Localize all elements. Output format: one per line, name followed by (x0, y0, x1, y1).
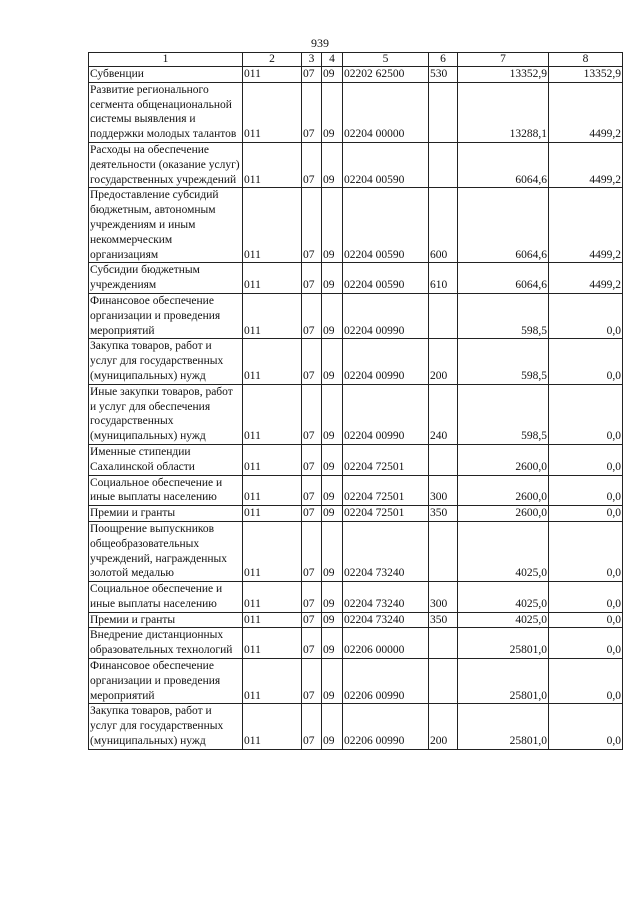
ministry-code-cell: 011 (243, 475, 302, 506)
table-row (89, 82, 623, 142)
target-code-cell: 02206 00990 (343, 659, 429, 704)
amount-cell: 13352,9 (458, 67, 549, 83)
amount-cell: 25801,0 (458, 659, 549, 704)
table-row (89, 521, 623, 581)
target-code-cell: 02204 00590 (343, 188, 429, 263)
ministry-code-cell: 011 (243, 521, 302, 581)
subsection-code-cell: 09 (322, 188, 343, 263)
section-code-cell: 07 (302, 263, 322, 294)
table-row (89, 628, 623, 659)
subsection-code-cell: 09 (322, 659, 343, 704)
page-number: 939 (311, 36, 329, 50)
amount-cell: 2600,0 (458, 444, 549, 475)
target-code-cell: 02204 73240 (343, 521, 429, 581)
target-code-cell: 02204 73240 (343, 582, 429, 613)
item-name-cell: Расходы на обеспечение деятельности (оказание услуг) государственных учреждений (89, 142, 243, 187)
subsection-code-cell: 09 (322, 612, 343, 628)
amount-cell: 4025,0 (458, 521, 549, 581)
section-code-cell: 07 (302, 339, 322, 384)
expense-type-cell (429, 659, 458, 704)
target-code-cell: 02204 72501 (343, 506, 429, 522)
table-row (89, 384, 623, 444)
target-code-cell: 02204 00990 (343, 339, 429, 384)
expense-type-cell: 600 (429, 188, 458, 263)
amount-cell: 4499,2 (549, 142, 623, 187)
amount-cell: 0,0 (549, 475, 623, 506)
target-code-cell: 02204 00990 (343, 293, 429, 338)
section-code-cell: 07 (302, 704, 322, 749)
item-name-cell: Субсидии бюджетным учреждениям (89, 263, 243, 294)
expense-type-cell: 350 (429, 612, 458, 628)
amount-cell: 0,0 (549, 659, 623, 704)
amount-cell: 4499,2 (549, 188, 623, 263)
table-row (89, 582, 623, 613)
section-code-cell: 07 (302, 188, 322, 263)
table-row (89, 142, 623, 187)
table-row (89, 67, 623, 83)
target-code-cell: 02206 00990 (343, 704, 429, 749)
item-name-cell: Внедрение дистанционных образовательных технологий (89, 628, 243, 659)
ministry-code-cell: 011 (243, 293, 302, 338)
amount-cell: 0,0 (549, 612, 623, 628)
budget-table (88, 52, 623, 750)
column-header: 3 (302, 53, 322, 67)
item-name-cell: Социальное обеспечение и иные выплаты населению (89, 582, 243, 613)
section-code-cell: 07 (302, 444, 322, 475)
column-header: 5 (343, 53, 429, 67)
subsection-code-cell: 09 (322, 475, 343, 506)
amount-cell: 4499,2 (549, 82, 623, 142)
table-row (89, 704, 623, 749)
expense-type-cell: 530 (429, 67, 458, 83)
amount-cell: 0,0 (549, 521, 623, 581)
target-code-cell: 02202 62500 (343, 67, 429, 83)
table-row (89, 293, 623, 338)
table-row (89, 188, 623, 263)
expense-type-cell: 240 (429, 384, 458, 444)
section-code-cell: 07 (302, 82, 322, 142)
item-name-cell: Именные стипендии Сахалинской области (89, 444, 243, 475)
subsection-code-cell: 09 (322, 444, 343, 475)
item-name-cell: Субвенции (89, 67, 243, 83)
amount-cell: 6064,6 (458, 263, 549, 294)
target-code-cell: 02204 72501 (343, 475, 429, 506)
section-code-cell: 07 (302, 142, 322, 187)
subsection-code-cell: 09 (322, 582, 343, 613)
ministry-code-cell: 011 (243, 582, 302, 613)
ministry-code-cell: 011 (243, 142, 302, 187)
item-name-cell: Финансовое обеспечение организации и проведения мероприятий (89, 659, 243, 704)
target-code-cell: 02204 73240 (343, 612, 429, 628)
table-row (89, 339, 623, 384)
item-name-cell: Финансовое обеспечение организации и проведения мероприятий (89, 293, 243, 338)
table-row (89, 444, 623, 475)
amount-cell: 6064,6 (458, 142, 549, 187)
amount-cell: 4025,0 (458, 612, 549, 628)
amount-cell: 13288,1 (458, 82, 549, 142)
subsection-code-cell: 09 (322, 82, 343, 142)
item-name-cell: Закупка товаров, работ и услуг для государственных (муниципальных) нужд (89, 339, 243, 384)
expense-type-cell (429, 521, 458, 581)
ministry-code-cell: 011 (243, 506, 302, 522)
target-code-cell: 02206 00000 (343, 628, 429, 659)
subsection-code-cell: 09 (322, 142, 343, 187)
section-code-cell: 07 (302, 475, 322, 506)
amount-cell: 2600,0 (458, 475, 549, 506)
target-code-cell: 02204 72501 (343, 444, 429, 475)
subsection-code-cell: 09 (322, 263, 343, 294)
expense-type-cell (429, 444, 458, 475)
item-name-cell: Предоставление субсидий бюджетным, автономным учреждениям и иным некоммерческим организациям (89, 188, 243, 263)
amount-cell: 4499,2 (549, 263, 623, 294)
ministry-code-cell: 011 (243, 263, 302, 294)
table-body (89, 67, 623, 750)
ministry-code-cell: 011 (243, 384, 302, 444)
amount-cell: 598,5 (458, 339, 549, 384)
subsection-code-cell: 09 (322, 384, 343, 444)
subsection-code-cell: 09 (322, 339, 343, 384)
section-code-cell: 07 (302, 521, 322, 581)
amount-cell: 598,5 (458, 384, 549, 444)
amount-cell: 25801,0 (458, 628, 549, 659)
amount-cell: 6064,6 (458, 188, 549, 263)
column-header: 4 (322, 53, 343, 67)
amount-cell: 4025,0 (458, 582, 549, 613)
amount-cell: 0,0 (549, 444, 623, 475)
ministry-code-cell: 011 (243, 659, 302, 704)
amount-cell: 25801,0 (458, 704, 549, 749)
ministry-code-cell: 011 (243, 612, 302, 628)
amount-cell: 0,0 (549, 704, 623, 749)
target-code-cell: 02204 00590 (343, 263, 429, 294)
section-code-cell: 07 (302, 67, 322, 83)
ministry-code-cell: 011 (243, 339, 302, 384)
expense-type-cell (429, 82, 458, 142)
column-header: 8 (549, 53, 623, 67)
amount-cell: 2600,0 (458, 506, 549, 522)
amount-cell: 0,0 (549, 582, 623, 613)
subsection-code-cell: 09 (322, 704, 343, 749)
ministry-code-cell: 011 (243, 704, 302, 749)
amount-cell: 0,0 (549, 506, 623, 522)
section-code-cell: 07 (302, 628, 322, 659)
table-row (89, 475, 623, 506)
amount-cell: 13352,9 (549, 67, 623, 83)
section-code-cell: 07 (302, 659, 322, 704)
ministry-code-cell: 011 (243, 444, 302, 475)
amount-cell: 598,5 (458, 293, 549, 338)
target-code-cell: 02204 00590 (343, 142, 429, 187)
expense-type-cell (429, 293, 458, 338)
ministry-code-cell: 011 (243, 628, 302, 659)
item-name-cell: Поощрение выпускников общеобразовательных учреждений, награжденных золотой медалью (89, 521, 243, 581)
expense-type-cell: 610 (429, 263, 458, 294)
item-name-cell: Премии и гранты (89, 506, 243, 522)
expense-type-cell: 200 (429, 704, 458, 749)
table-row (89, 612, 623, 628)
column-header: 2 (243, 53, 302, 67)
expense-type-cell (429, 142, 458, 187)
item-name-cell: Развитие регионального сегмента общенациональной системы выявления и поддержки молодых талантов (89, 82, 243, 142)
item-name-cell: Социальное обеспечение и иные выплаты населению (89, 475, 243, 506)
column-header: 1 (89, 53, 243, 67)
expense-type-cell: 350 (429, 506, 458, 522)
expense-type-cell: 200 (429, 339, 458, 384)
ministry-code-cell: 011 (243, 188, 302, 263)
subsection-code-cell: 09 (322, 506, 343, 522)
header-row (89, 53, 623, 67)
subsection-code-cell: 09 (322, 67, 343, 83)
column-header: 6 (429, 53, 458, 67)
subsection-code-cell: 09 (322, 293, 343, 338)
amount-cell: 0,0 (549, 339, 623, 384)
amount-cell: 0,0 (549, 628, 623, 659)
item-name-cell: Премии и гранты (89, 612, 243, 628)
column-header: 7 (458, 53, 549, 67)
ministry-code-cell: 011 (243, 67, 302, 83)
table-row (89, 506, 623, 522)
section-code-cell: 07 (302, 582, 322, 613)
ministry-code-cell: 011 (243, 82, 302, 142)
amount-cell: 0,0 (549, 384, 623, 444)
section-code-cell: 07 (302, 506, 322, 522)
item-name-cell: Закупка товаров, работ и услуг для государственных (муниципальных) нужд (89, 704, 243, 749)
amount-cell: 0,0 (549, 293, 623, 338)
target-code-cell: 02204 00000 (343, 82, 429, 142)
subsection-code-cell: 09 (322, 628, 343, 659)
section-code-cell: 07 (302, 293, 322, 338)
table-row (89, 263, 623, 294)
expense-type-cell: 300 (429, 582, 458, 613)
target-code-cell: 02204 00990 (343, 384, 429, 444)
item-name-cell: Иные закупки товаров, работ и услуг для обеспечения государственных (муниципальных) нужд (89, 384, 243, 444)
expense-type-cell (429, 628, 458, 659)
expense-type-cell: 300 (429, 475, 458, 506)
table-row (89, 659, 623, 704)
section-code-cell: 07 (302, 612, 322, 628)
section-code-cell: 07 (302, 384, 322, 444)
subsection-code-cell: 09 (322, 521, 343, 581)
